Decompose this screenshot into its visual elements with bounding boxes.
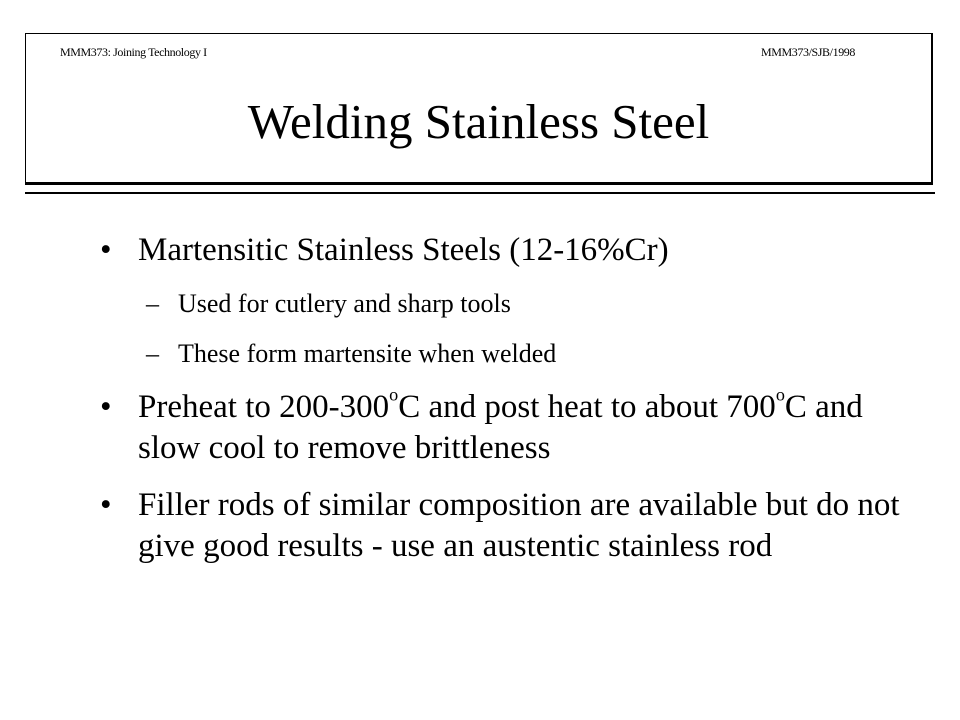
slide-header bbox=[25, 33, 933, 185]
bullet-preheat bbox=[100, 384, 920, 469]
document-code: MMM373/SJB/1998 bbox=[760, 45, 855, 59]
slide-body bbox=[100, 230, 920, 583]
bullet-text-part1: Preheat to 200-300 bbox=[138, 389, 390, 425]
sub-item-martensite bbox=[100, 337, 920, 371]
dash-marker: – bbox=[146, 289, 159, 318]
bullet-text-part2: C and post heat to about 700 bbox=[398, 389, 776, 425]
bullet-text: Martensitic Stainless Steels (12-16%Cr) bbox=[138, 232, 669, 268]
sub-list-martensitic bbox=[100, 287, 920, 371]
bullet-marker: • bbox=[100, 389, 112, 425]
sub-item-cutlery bbox=[100, 287, 920, 321]
bullet-filler-rods bbox=[100, 485, 920, 567]
title-divider bbox=[25, 192, 935, 194]
bullet-marker: • bbox=[100, 487, 112, 523]
degree-symbol: o bbox=[775, 384, 785, 405]
dash-marker: – bbox=[146, 339, 159, 368]
sub-item-text: These form martensite when welded bbox=[178, 339, 557, 368]
bullet-text: Filler rods of similar composition are available but do not give good results - use an austentic stainless rod bbox=[138, 487, 900, 564]
bullet-martensitic bbox=[100, 230, 920, 271]
course-label: MMM373: Joining Technology I bbox=[60, 45, 207, 59]
sub-item-text: Used for cutlery and sharp tools bbox=[178, 289, 511, 318]
bullet-marker: • bbox=[100, 232, 112, 268]
bullet-text-part3: C and slow cool to remove brittleness bbox=[138, 389, 863, 466]
degree-symbol: o bbox=[389, 384, 399, 405]
slide-title: Welding Stainless Steel bbox=[247, 94, 710, 149]
